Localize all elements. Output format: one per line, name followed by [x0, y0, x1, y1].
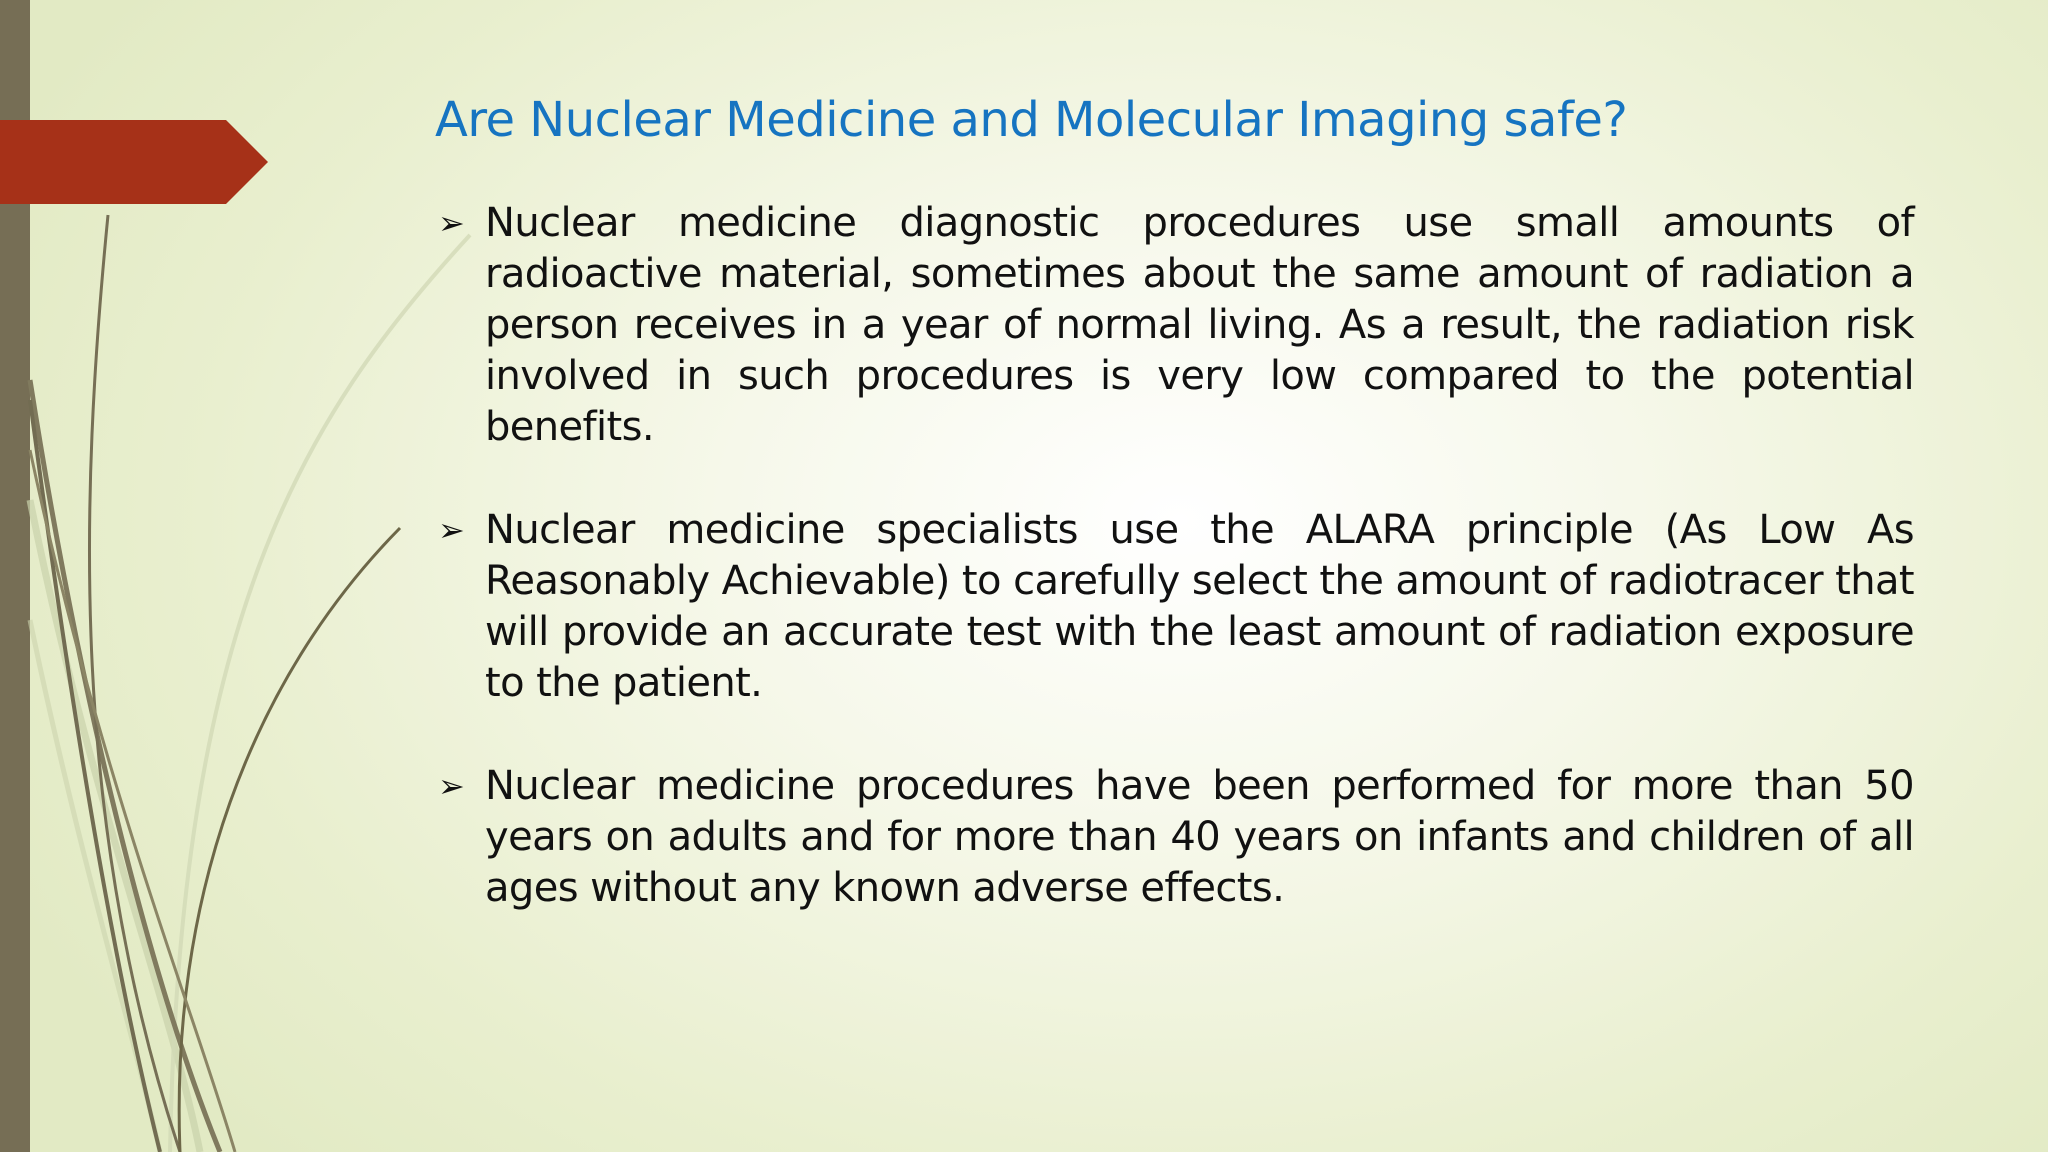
bullet-item-2	[438, 505, 1914, 709]
bullet-item-3	[438, 761, 1914, 914]
bullet-item-1	[438, 198, 1914, 453]
bullet-text-1: Nuclear medicine diagnostic procedures use small amounts of radioactive material, sometimes about the same amount of radiation a person receives in a year of normal living. As a result, the radiation risk involved in such procedures is very low compared to the potential benefits.	[485, 200, 1914, 450]
slide-title: Are Nuclear Medicine and Molecular Imaging safe?	[435, 92, 1628, 148]
bullet-arrow-icon: ➢	[438, 511, 465, 549]
bullet-arrow-icon: ➢	[438, 204, 465, 242]
bullet-text-3: Nuclear medicine procedures have been performed for more than 50 years on adults and for more than 40 years on infants and children of all ages without any known adverse effects.	[485, 763, 1914, 911]
bullet-arrow-icon: ➢	[438, 767, 465, 805]
bullet-text-2: Nuclear medicine specialists use the ALARA principle (As Low As Reasonably Achievable) to carefully select the amount of radiotracer that will provide an accurate test with the least amount of radiation exposure to the patient.	[485, 507, 1914, 706]
